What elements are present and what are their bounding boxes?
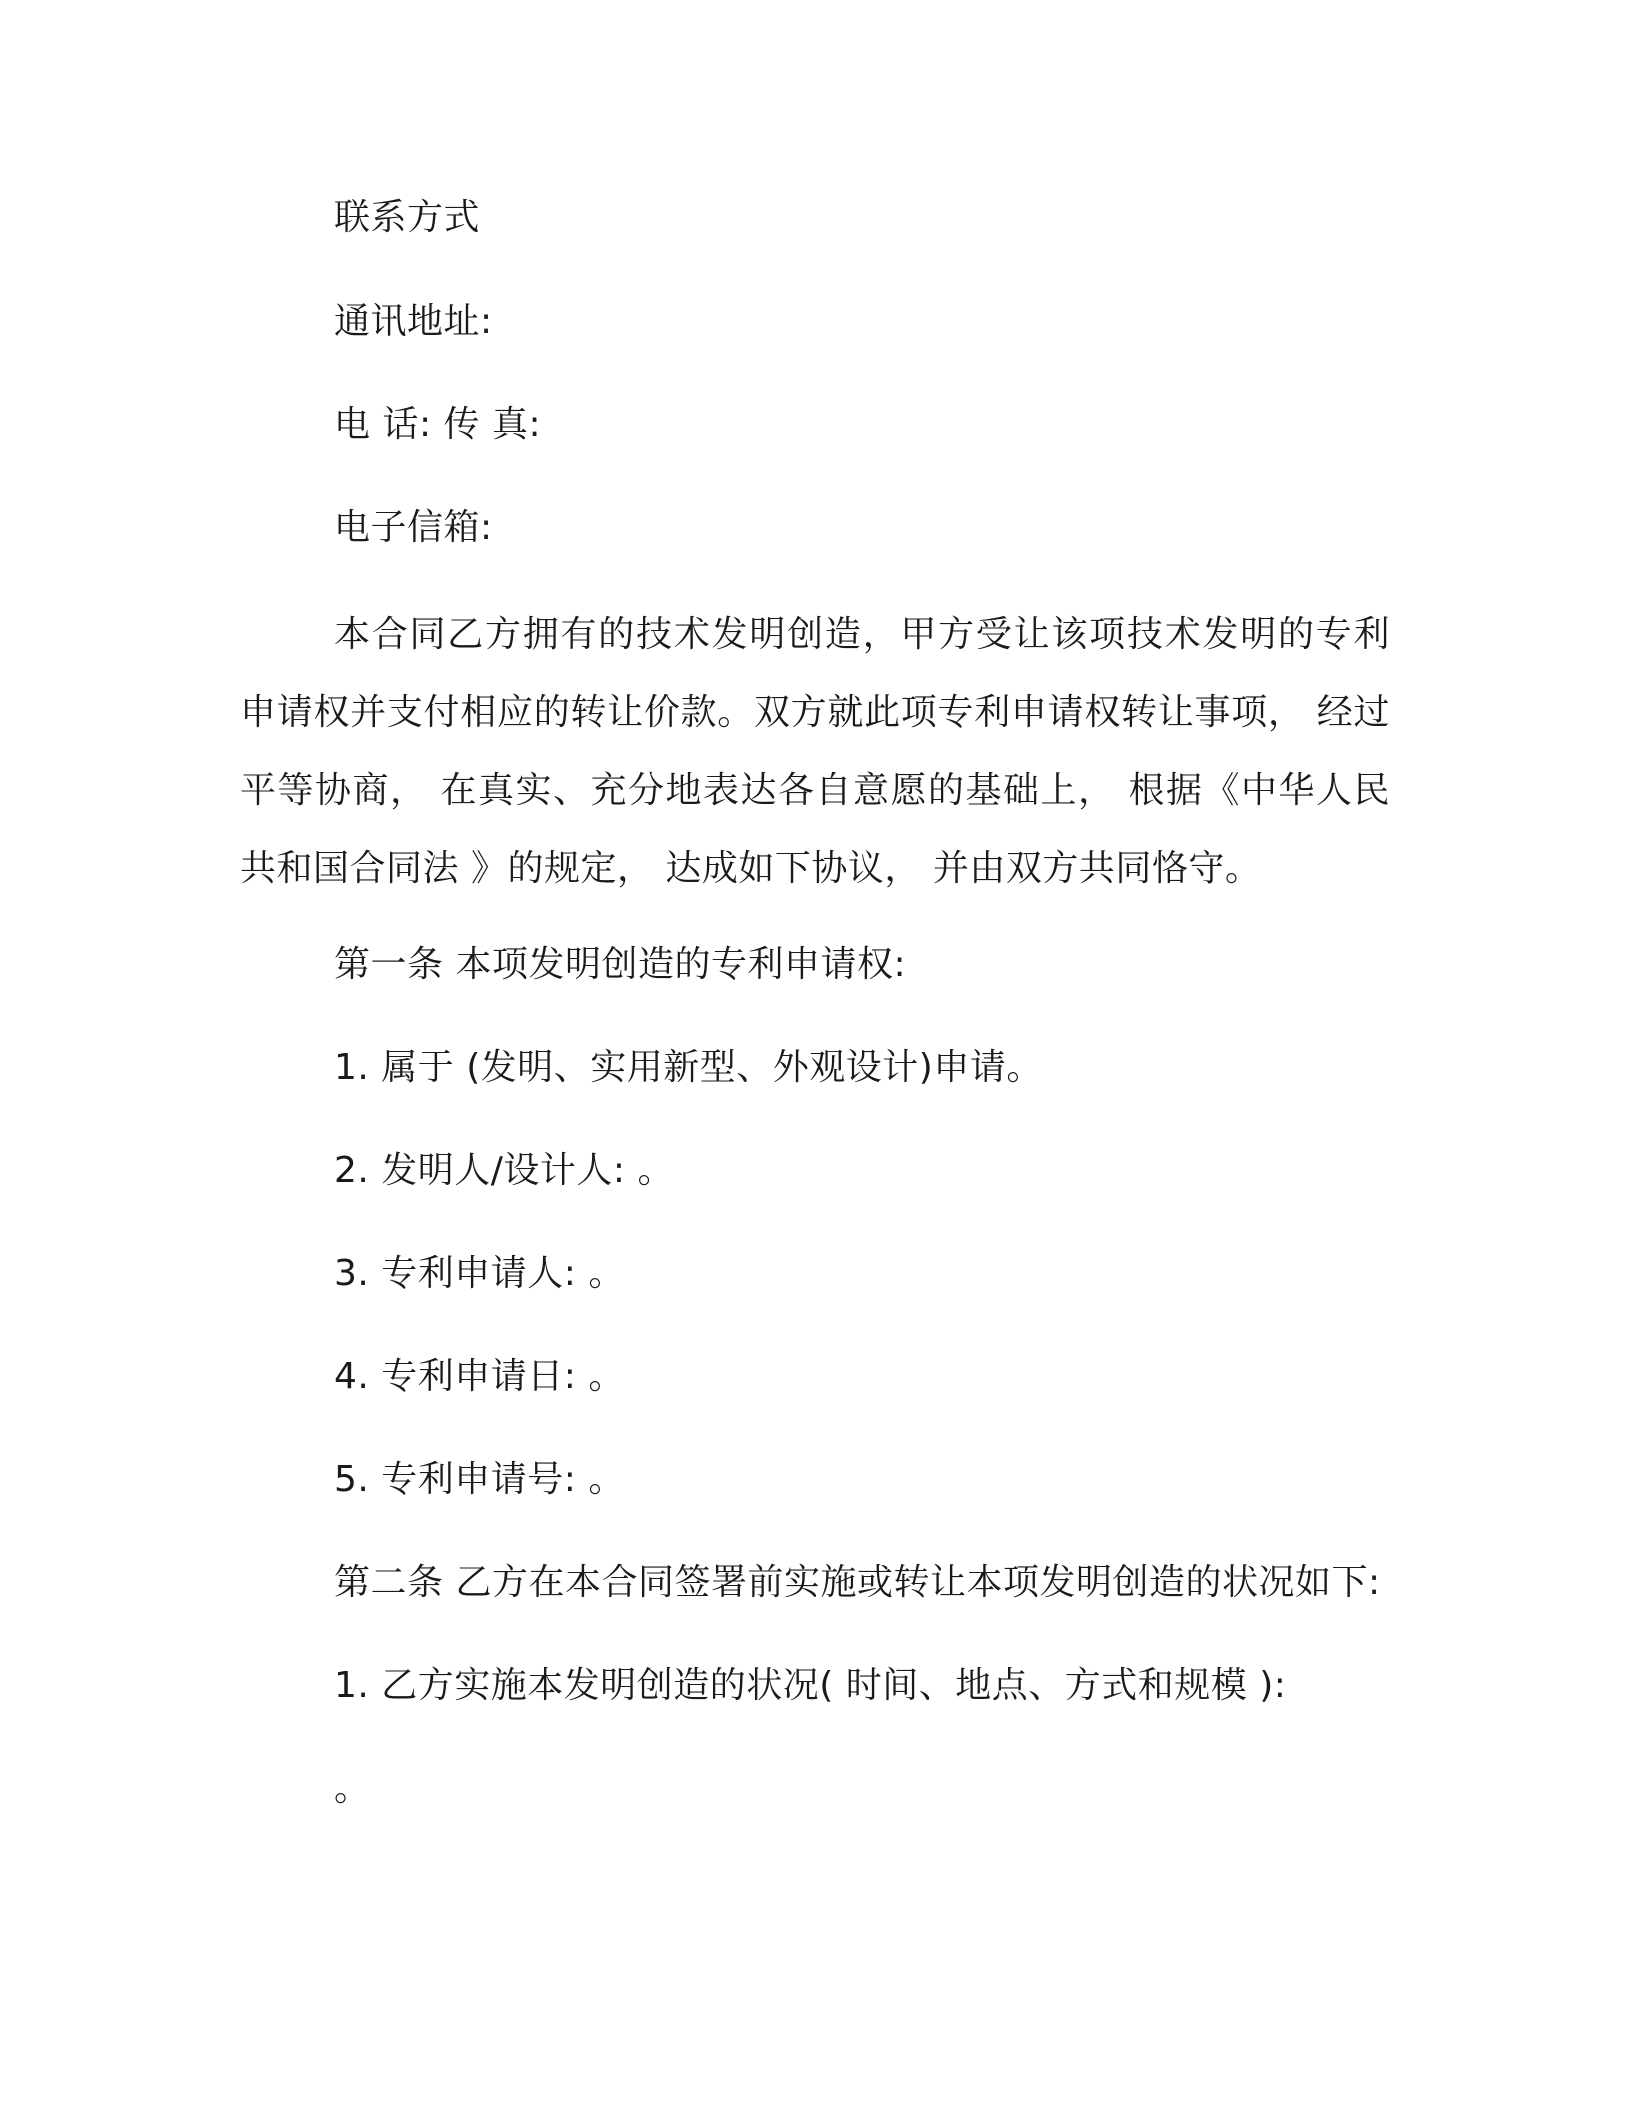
article1-item-4: 4. 专利申请日: 。: [334, 1356, 625, 1397]
article2-title: 第二条 乙方在本合同签署前实施或转让本项发明创造的状况如下:: [334, 1562, 1381, 1603]
article1-item-2: 2. 发明人/设计人: 。: [334, 1150, 674, 1191]
trailing-mark: 。: [334, 1768, 371, 1809]
article1-item-1: 1. 属于 (发明、实用新型、外观设计)申请。: [334, 1047, 1043, 1088]
contact-heading: 联系方式: [334, 197, 481, 238]
phone-fax-label: 电 话: 传 真:: [334, 404, 542, 445]
address-label: 通讯地址:: [334, 301, 493, 342]
article1-title: 第一条 本项发明创造的专利申请权:: [334, 944, 907, 985]
article1-item-5: 5. 专利申请号: 。: [334, 1459, 625, 1500]
email-label: 电子信箱:: [334, 507, 493, 548]
article2-item-1: 1. 乙方实施本发明创造的状况( 时间、地点、方式和规模 ):: [334, 1665, 1287, 1706]
article1-item-3: 3. 专利申请人: 。: [334, 1253, 625, 1294]
intro-paragraph: 本合同乙方拥有的技术发明创造，甲方受让该项技术发明的专利申请权并支付相应的转让价款。双方就此项专利申请权转让事项， 经过平等协商， 在真实、充分地表达各自意愿的基础上， 根据《中华人民共和国合同法 》的规定， 达成如下协议， 并由双方共同恪守。: [240, 614, 1390, 889]
